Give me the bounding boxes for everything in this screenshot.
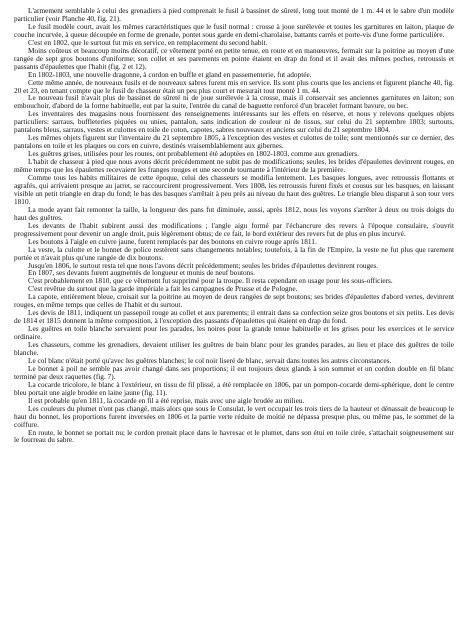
paragraph: Les guêtres en toile blanche servaient pour les parades, les noires pour la grande tenue habituelle et les grises pour les exercices et le service ordinaire. (14, 324, 454, 342)
paragraph: Le nouveau fusil n'avait plus de bassinet de sûreté ni de joue surélevée à la crosse, mais il conservait ses anciennes garnitures en laiton; son embouchoir, d'abord de la forme habituelle, eut par la suite, l'entrée du canal de baguette renforcé d'un bracelet formant bavure, ou bec. (14, 93, 454, 111)
paragraph: Les boutons à l'aigle en cuivre jaune, furent remplacés par des boutons en cuivre rouge après 1811. (28, 236, 317, 246)
paragraph: La capote, entièrement bleue, croisait sur la poitrine au moyen de deux rangées de sept boutons; ses brides d'épaulettes d'abord vertes, devinrent rouges, en même temps que celles de l'habit et du surtout. (14, 292, 454, 310)
paragraph: C'est en 1802, que le surtout fut mis en service, en remplacement du second habit. (28, 37, 268, 47)
paragraph: Les mêmes objets figurent sur l'inventaire du 21 septembre 1805, à l'exception des vestes et culottes de toile; sont mentionnés sur ce dernier, des pantalons en toile et les plaques ou cors en cuivre, destinés vraisemblablement aux gibernes. (14, 133, 454, 151)
paragraph: L'habit de chasseur à pied que nous avons décrit précédemment ne subit pas de modifications; seules, les brides d'épaulettes devinrent rouges, en même temps que les épaulettes recevaient les franges rouges et une seconde tournante à l'intérieur de la première. (14, 157, 454, 175)
paragraph: En 1807, ses devants furent augmentés de longueur et munis de neuf boutons. (28, 268, 255, 278)
paragraph: En 1802-1803, une nouvelle dragonne, à cordon en buffle et gland en passementerie, fut adoptée. (28, 69, 312, 79)
paragraph: Les couleurs du plumet n'ont pas changé, mais alors que sous le Consulat, le vert occupait les trois tiers de la hauteur et dénassait de beaucoup le haut du bonnet, les proportions furent inversées en 1806 et la partie verte réduite de moitié ne dépassa presque plus, ou même pas, le sommet de la coiffure. (14, 403, 454, 429)
paragraph: Les devants de l'habit subirent aussi des modifications ; l'angle aigu formé par l'échancrure des revers à l'époque consulaire, s'ouvrit progressivement pour devenir un angle droit, puis légèrement obtus; de ce fait, le bord extérieur des revers fut de plus en plus incurvé. (14, 220, 454, 238)
paragraph: Les devis de 1811, indiquent un passepoil rouge au collet et aux parements; il entrait dans sa confection seize gros boutons et six petits. Les devis de 1814 et 1815 donnent la même composition, à l'exception des passants d'épaulettes qui étaient en drap du fond. (14, 308, 454, 326)
paragraph: C'est revêtue du surtout que la garde impériale a fait les campagnes de Prusse et de Pologne. (28, 284, 298, 294)
paragraph: Jusqu'en 1806, le surtout resta tel que nous l'avons décrit précédemment; seules les brides d'épaulettes devinrent rouges. (28, 260, 379, 270)
paragraph: Le col blanc n'était porté qu'avec les guêtres blanches; le col noir liseré de blanc, servait dans toutes les autres circonstances. (28, 355, 392, 365)
paragraph: Cette même année, de nouveaux fusils et de nouveaux sabres furent mis en service. Ils sont plus courts que les anciens et figurent planche 40, fig. 20 et 23, en tenant compte que le fusil de chasseur était un peu plus court et mesurait tout monté 1 m. 44. (14, 77, 454, 95)
paragraph: Il est probable qu'en 1811, la cocarde en fil a été reprise, mais avec une aigle brodée au milieu. (28, 395, 305, 405)
paragraph: Comme tous les habits militaires de cette époque, celui des chasseurs se modifia lentement. Les basques longues, avec retroussis flottants et agrafés, qui arrivaient presque au jarret, se raccourcirent progressivement. Vers 1808, les retroussis furent fixés et cousus sur les basques, en laissant visible un petit triangle en drap du fond; le bas des basques s'arrêtait à peu près au niveau du haut des guêtres. Le triangle bleu disparut à son tour vers 1810. (14, 173, 454, 206)
paragraph: La mode ayant fait remonter la taille, la longueur des pans fut diminuée, aussi, après 1812, nous les voyons s'arrêter à deux ou trois doigts du haut des guêtres. (14, 204, 454, 222)
paragraph: En route, le bonnet se portait nu; le cordon prenait place dans le havresac et le plumet, dans son étui en toile cirée, s'attachait soigneusement sur le fourreau du sabre. (14, 427, 454, 445)
paragraph: Les guêtres grises, utilisées pour les routes, ont probablement été adoptées en 1802-1803, comme aux grenadiers. (28, 149, 359, 159)
paragraph-list (14, 7, 454, 444)
paragraph: La veste, la culotte et le bonnet de police restèrent sans changements notables; toutefois, à la fin de l'Empire, la veste ne fut plus que rarement portée et n'avait plus qu'une rangée de dix boutons. (14, 244, 454, 262)
paragraph: C'est probablement en 1810, que ce vêtement fut supprimé pour la troupe. Il resta cependant en usage pour les sous-officiers. (28, 276, 393, 286)
paragraph: La cocarde tricolore, le blanc à l'extérieur, en tissu de fil plissé, a été remplacée en 1806, par un pompon-cocarde demi-sphérique, dont le centre bleu portait une aigle brodée en laine jaune (fig. 11). (14, 379, 454, 397)
paragraph: Les chasseurs, comme les grenadiers, devaient utiliser les guêtres de bain blanc pour les grandes parades, au lieu et place des guêtres de toile blanche. (14, 340, 454, 357)
paragraph: Moins coûteux et beaucoup moins décoratif, ce vêtement porté en petite tenue, en route et en manœuvres, fermait sur la poitrine au moyen d'une rangée de sept gros boutons d'uniforme; son collet et ses parements en pointe étaient en drap du fond et il avait des mêmes poches, retroussis et passants d'épaulettes que l'habit (fig. 2 et 12). (14, 45, 454, 71)
paragraph: Le bonnet à poil ne semble pas avoir changé dans ses proportions; il eut toujours deux glands à son sommet et un cordon double en fil blanc terminé par deux raquettes (fig. 7). (14, 363, 454, 381)
paragraph: Le fusil modèle court, avait les mêmes caractéristiques que le fusil normal : crosse à joue surélevée et toutes les garnitures en laiton, plaque de couche incurvée, à queue découpée en forme de grenade, pontet sous garde en demi-charolaise, battants carrés et porte-vis d'une forme particulière. (14, 21, 454, 39)
paragraph: Les inventaires des magasins nous fournissent des renseignements intéressants sur les effets en réserve, et nous y relevons quelques objets particuliers: sarraus, buffleteries piquées ou unies, pantalon, sans indication de couleur ni de tissus, sur celui du 21 septembre 1803; surtouts, pantalons bleus, sarraus, vestes et culottes en toile de coton, capotes, sabres nouveaux et anciens sur celui du 21 septembre 1804. (14, 109, 454, 135)
paragraph: L'armement semblable à celui des grenadiers à pied comprenait le fusil à bassinet de sûreté, long tout monté de 1 m. 44 et le sabre d'un modèle particulier (voir Planche 40, fig. 21). (14, 6, 454, 23)
